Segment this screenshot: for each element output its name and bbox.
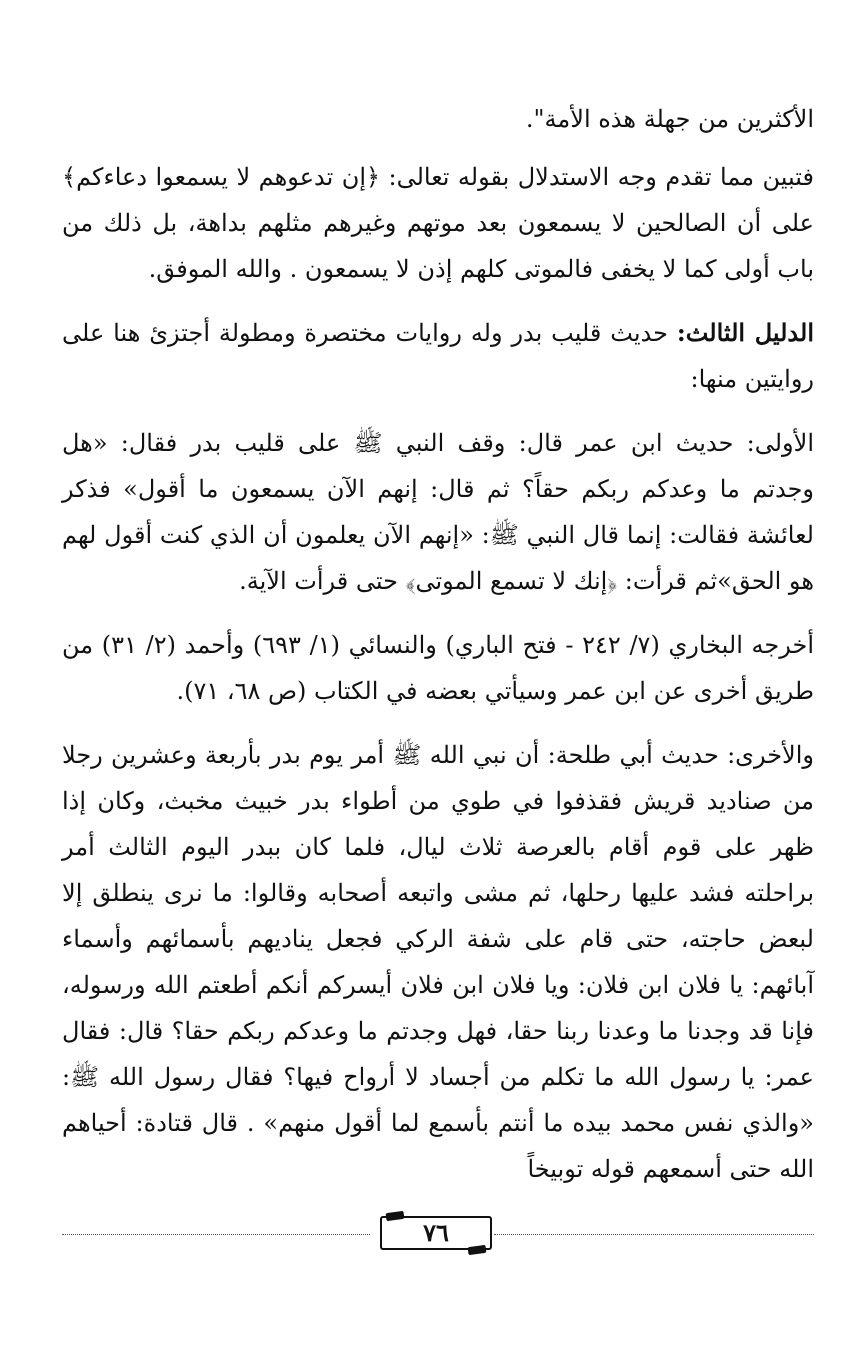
paragraph-4: [62, 420, 814, 604]
paragraph-text: الأولى: حديث ابن عمر قال: وقف النبي ﷺ على قليب بدر فقال: «هل وجدتم ما وعدكم ربكم حقاً؟ ثم قال: إنهم الآن يسمعون ما أقول» فذكر لعائشة فقالت: إنما قال النبي ﷺ: «إنهم الآن يعلمون أن الذي كنت أقول لهم هو الحق»ثم قرأت: ﴿إنك لا تسمع الموتى﴾ حتى قرأت الآية.: [62, 429, 814, 595]
paragraph-text: فتبين مما تقدم وجه الاستدلال بقوله تعالى: ﴿إن تدعوهم لا يسمعوا دعاءكم﴾ على أن الصالحين لا يسمعون بعد موتهم وغيرهم مثلهم بداهة، بل ذلك من باب أولى كما لا يخفى فالموتى كلهم إذن لا يسمعون . والله الموفق.: [62, 163, 814, 283]
page-number: ٧٦: [423, 1218, 449, 1247]
page-body: [62, 96, 814, 1210]
footer-divider-left: [62, 1234, 370, 1235]
paragraph-1: [62, 96, 814, 142]
section-heading: الدليل الثالث:: [676, 318, 815, 347]
paragraph-text: الأكثرين من جهلة هذه الأمة".: [525, 105, 814, 133]
paragraph-3: [62, 310, 814, 402]
citation-text: أخرجه البخاري (٧/ ٢٤٢ - فتح الباري) والنسائي (١/ ٦٩٣) وأحمد (٢/ ٣١) من طريق أخرى عن ابن عمر وسيأتي بعضه في الكتاب (ص ٦٨، ٧١).: [62, 631, 814, 705]
paragraph-2: [62, 154, 814, 292]
paragraph-5: [62, 622, 814, 714]
paragraph-6: [62, 732, 814, 1192]
paragraph-text: والأخرى: حديث أبي طلحة: أن نبي الله ﷺ أمر يوم بدر بأربعة وعشرين رجلا من صناديد قريش فقذفوا في طوي من أطواء بدر خبيث مخبث، وكان إذا ظهر على قوم أقام بالعرصة ثلاث ليال، فلما كان ببدر اليوم الثالث أمر براحلته فشد عليها رحلها، ثم مشى واتبعه أصحابه وقالوا: ما نرى ينطلق إلا لبعض حاجته، حتى قام على شفة الركي فجعل يناديهم بأسمائهم وأسماء آبائهم: يا فلان ابن فلان: ويا فلان ابن فلان أيسركم أنكم أطعتم الله ورسوله، فإنا قد وجدنا ما وعدنا ربنا حقا، فهل وجدتم ما وعدكم ربكم حقا؟ قال: فقال عمر: يا رسول الله ما تكلم من أجساد لا أرواح فيها؟ فقال رسول الله ﷺ: «والذي نفس محمد بيده ما أنتم بأسمع لما أقول منهم» . قال قتادة: أحياهم الله حتى أسمعهم قوله توبيخاً: [62, 741, 814, 1183]
footer-divider-right: [494, 1234, 814, 1235]
page-number-frame: [380, 1216, 492, 1250]
page-footer: [62, 1212, 814, 1256]
paragraph-text: حديث قليب بدر وله روايات مختصرة ومطولة أجتزئ هنا على روايتين منها:: [62, 319, 814, 393]
